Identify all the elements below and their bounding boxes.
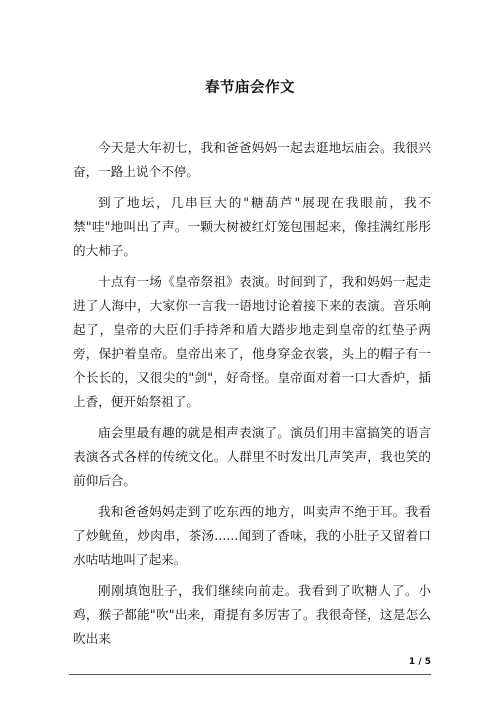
paragraph: 我和爸爸妈妈走到了吃东西的地方，叫卖声不绝于耳。我看了炒鱿鱼，炒肉串，茶汤......闻到了香味，我的小肚子又留着口水咕咕地叫了起来。 xyxy=(73,504,431,567)
page-number: 1 / 5 xyxy=(408,657,431,667)
footer-divider xyxy=(69,674,431,675)
paragraph: 刚刚填饱肚子，我们继续向前走。我看到了吹糖人了。小鸡，猴子都能"吹"出来，甭提有多厉害了。我很奇怪，这是怎么吹出来 xyxy=(73,583,431,646)
document-body xyxy=(73,136,431,658)
paragraph: 今天是大年初七，我和爸爸妈妈一起去逛地坛庙会。我很兴奋，一路上说个不停。 xyxy=(73,140,431,179)
paragraph: 庙会里最有趣的就是相声表演了。演员们用丰富搞笑的语言表演各式各样的传统文化。人群里不时发出几声笑声，我也笑的前仰后合。 xyxy=(73,425,431,488)
paragraph: 十点有一场《皇帝祭祖》表演。时间到了，我和妈妈一起走进了人海中，大家你一言我一语地讨论着接下来的表演。音乐响起了，皇帝的大臣们手持斧和盾大踏步地走到皇帝的红垫子两旁，保护着皇帝。皇帝出来了，他身穿金衣裳，头上的帽子有一个长长的，又很尖的"剑"，好奇怪。皇帝面对着一口大香炉，插上香，便开始祭祖了。 xyxy=(73,274,431,409)
document-title: 春节庙会作文 xyxy=(205,80,295,96)
paragraph: 到了地坛，几串巨大的"糖葫芦"展现在我眼前，我不禁"哇"地叫出了声。一颗大树被红灯笼包围起来，像挂满红彤彤的大柿子。 xyxy=(73,195,431,258)
